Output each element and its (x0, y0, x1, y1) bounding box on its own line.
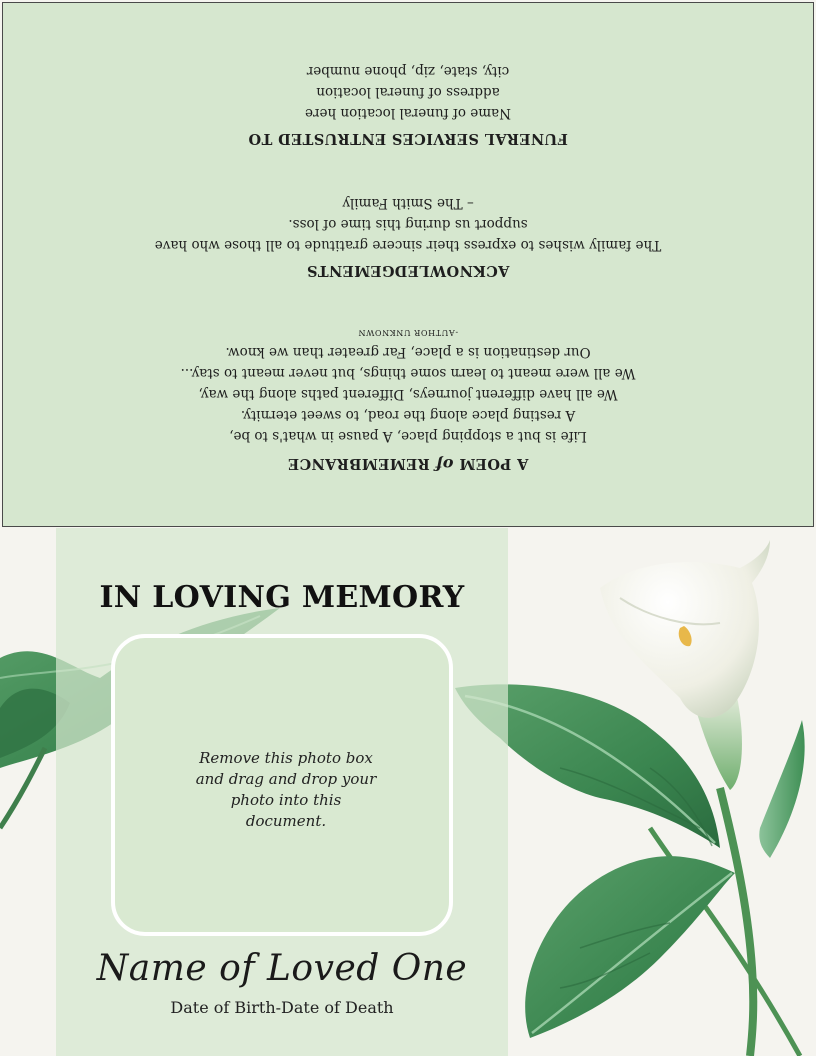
poem-line: A resting place along the road, to sweet eternity. (240, 407, 576, 423)
poem-body (3, 341, 813, 446)
poem-line: Our destination is a place, Far greater than we know. (225, 344, 591, 360)
lower-leaf (525, 856, 735, 1038)
photo-placeholder-line: document. (245, 812, 327, 830)
acknowledgements-title: ACKNOWLEDGEMENTS (306, 262, 510, 279)
poem-title-part1: A POEM (453, 455, 529, 472)
loved-one-name[interactable]: Name of Loved One (96, 948, 468, 989)
poem-title-of: of (435, 455, 454, 474)
right-leaf (759, 720, 804, 858)
inside-panel-rotated (3, 3, 813, 526)
funeral-line: city, state, zip, phone number (306, 63, 510, 79)
photo-placeholder-line: photo into this (230, 791, 342, 809)
flower-stem (720, 788, 753, 1056)
poem-line: Life is but a stopping place, A pause in what's to be, (229, 428, 587, 444)
poem-author: -AUTHOR UNKNOWN (357, 328, 459, 337)
funeral-line: address of funeral location (316, 84, 500, 100)
poem-title (3, 455, 813, 474)
poem-title-part2: REMEMBRANCE (287, 455, 436, 472)
photo-placeholder-text (175, 748, 397, 832)
poem-line: We all were meant to learn some things, but never meant to stay... (180, 365, 636, 381)
cover-title: IN LOVING MEMORY (99, 580, 465, 615)
funeral-services-title: FUNERAL SERVICES ENTRUSTED TO (248, 130, 568, 147)
funeral-line: Name of funeral location here (305, 105, 511, 121)
photo-placeholder-box[interactable] (111, 634, 453, 936)
acknowledgements-line: – The Smith Family (342, 195, 474, 211)
acknowledgements-body (3, 192, 813, 255)
poem-line: We all have different journeys, Different paths along the way, (198, 386, 618, 402)
photo-placeholder-line: Remove this photo box (199, 749, 373, 767)
cover-panel (0, 528, 816, 1056)
birth-death-dates[interactable]: Date of Birth-Date of Death (170, 998, 394, 1017)
inside-panel (2, 2, 814, 527)
acknowledgements-line: The family wishes to express their sincere gratitude to all those who have (154, 237, 662, 253)
funeral-services-body (3, 60, 813, 123)
acknowledgements-line: support us during this time of loss. (288, 216, 528, 232)
photo-placeholder-line: and drag and drop your (195, 770, 377, 788)
